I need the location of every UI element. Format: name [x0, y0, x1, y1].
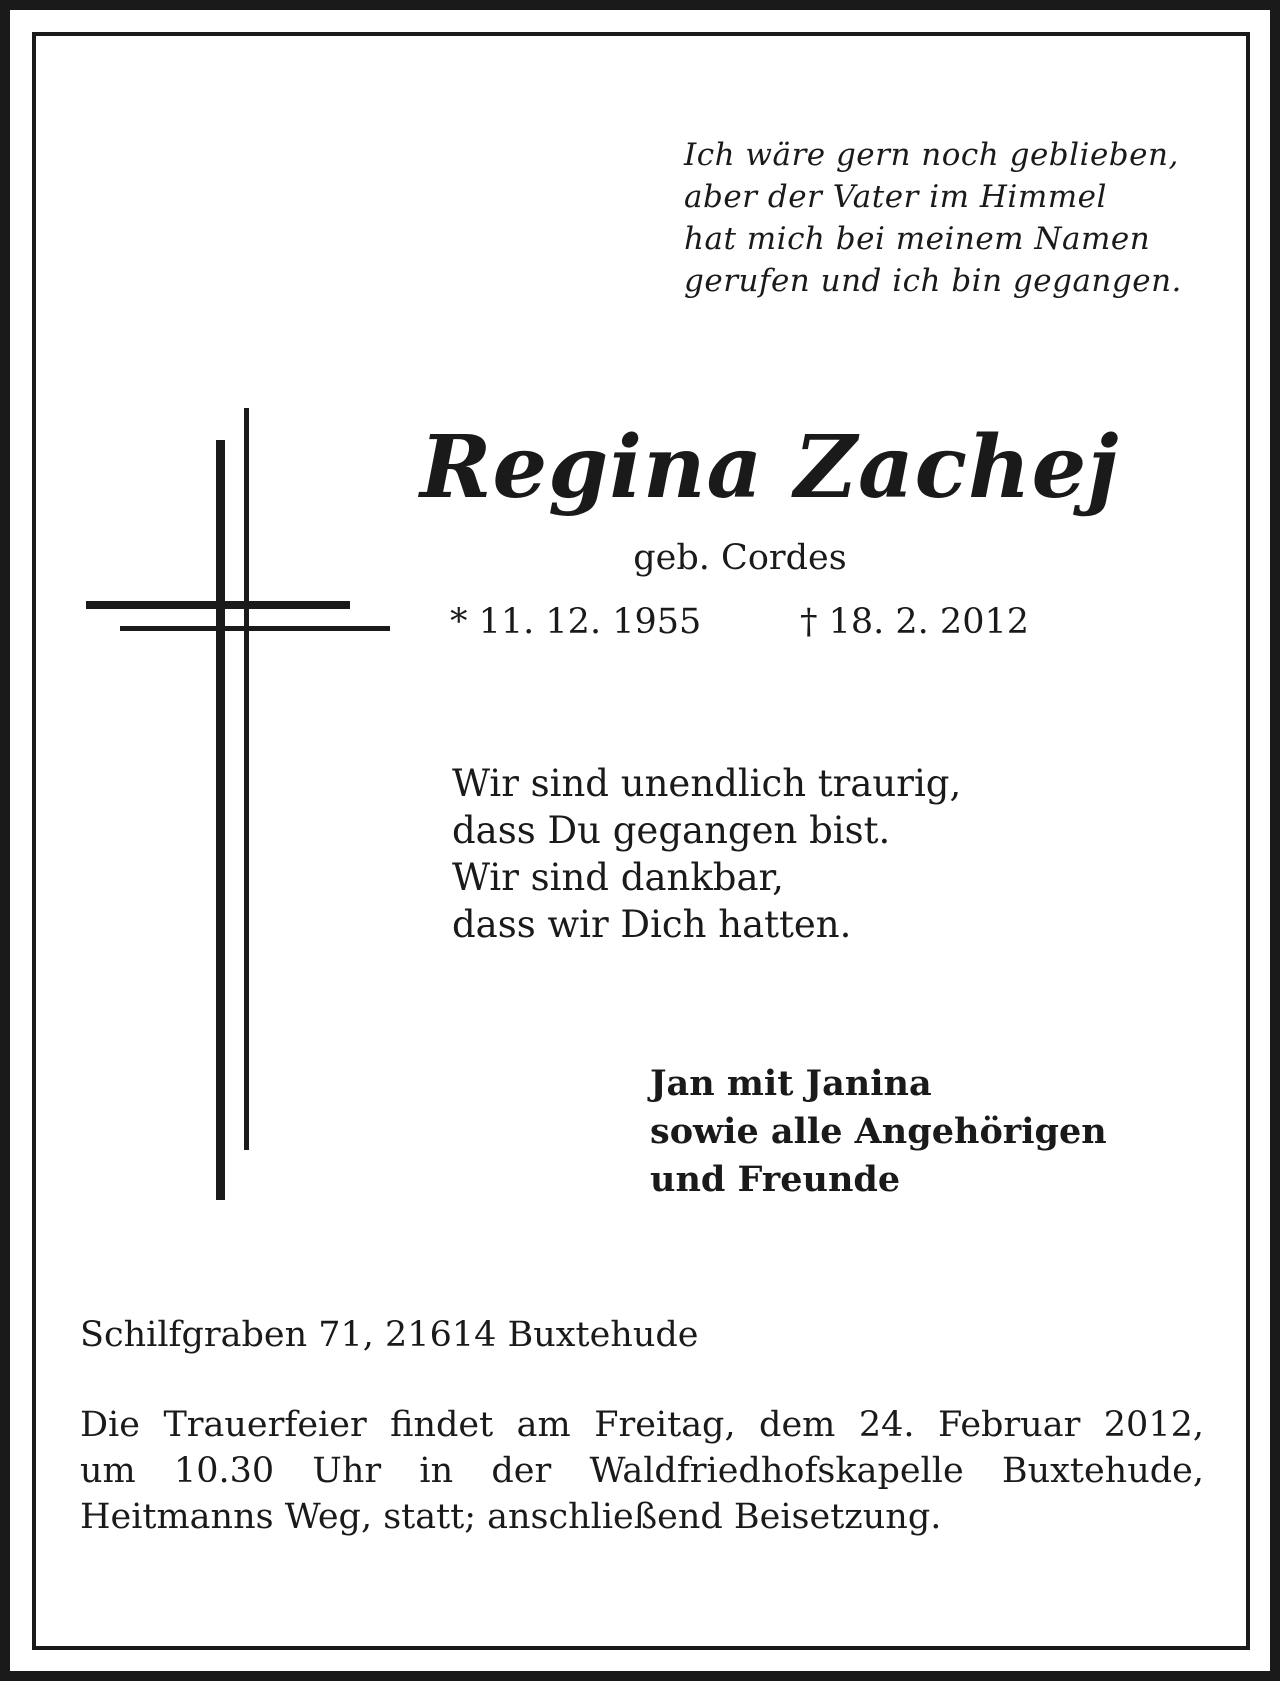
service-line: um 10.30 Uhr in der Waldfriedhofskapelle Buxtehude, [80, 1451, 1204, 1491]
mourners [650, 1060, 1107, 1204]
motto-line: gerufen und ich bin gegangen. [684, 263, 1182, 299]
cross-horizontal-bar-top [86, 601, 350, 609]
address: Schilfgraben 71, 21614 Buxtehude [80, 1315, 699, 1355]
service-line: Die Trauerfeier findet am Freitag, dem 24. Februar 2012, [80, 1405, 1204, 1445]
birth-date: * 11. 12. 1955 [450, 602, 702, 642]
verse-line: Wir sind dankbar, [452, 856, 784, 899]
motto-quote [684, 134, 1182, 302]
mourners-line: und Freunde [650, 1159, 901, 1200]
cross-vertical-bar-right [244, 408, 249, 1150]
verse-line: dass Du gegangen bist. [452, 809, 891, 852]
motto-line: aber der Vater im Himmel [684, 179, 1107, 215]
mourners-line: Jan mit Janina [650, 1063, 932, 1104]
motto-line: Ich wäre gern noch geblieben, [684, 137, 1179, 173]
verse [452, 760, 961, 948]
service-line: Heitmanns Weg, statt; anschließend Beisetzung. [80, 1497, 942, 1537]
verse-line: Wir sind unendlich traurig, [452, 762, 962, 805]
cross-vertical-bar-left [216, 440, 225, 1200]
service-details [80, 1402, 1204, 1540]
cross-icon [80, 400, 400, 1200]
deceased-name: Regina Zachej [420, 417, 1120, 518]
cross-horizontal-bar-bottom [120, 626, 390, 631]
motto-line: hat mich bei meinem Namen [684, 221, 1151, 257]
death-date: † 18. 2. 2012 [800, 602, 1030, 642]
maiden-name: geb. Cordes [633, 538, 847, 578]
verse-line: dass wir Dich hatten. [452, 903, 852, 946]
mourners-line: sowie alle Angehörigen [650, 1111, 1107, 1152]
